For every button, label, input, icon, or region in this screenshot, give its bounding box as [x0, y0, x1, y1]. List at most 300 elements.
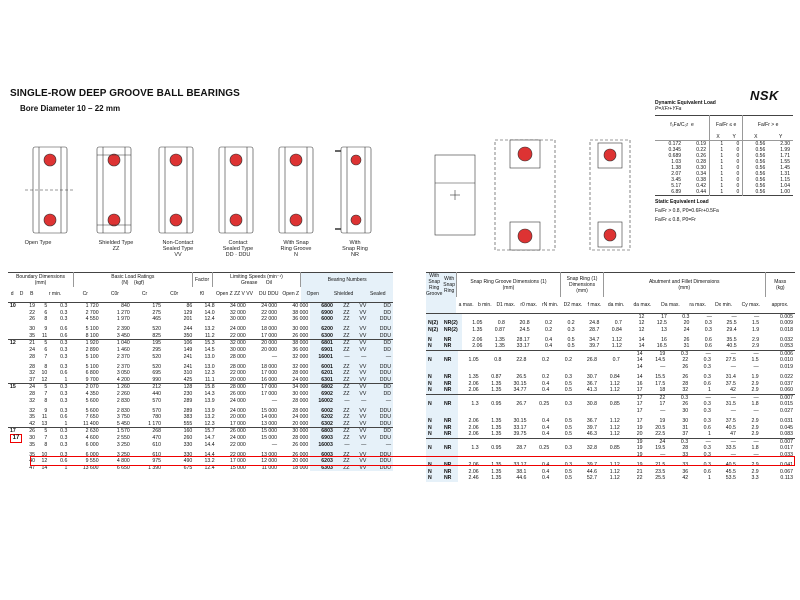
right-section-10: [426, 314, 795, 350]
right-cell: [458, 364, 481, 371]
right-cell: 30.15: [513, 418, 527, 425]
right-cell: 37.5: [725, 380, 736, 387]
with-groove-header: With Snap Ring Groove: [426, 273, 443, 297]
right-cell: NR: [442, 415, 458, 425]
table-row: [8, 435, 393, 442]
left-cell: 695: [152, 370, 162, 377]
right-cell: 2.9: [751, 462, 759, 468]
right-cell: 0.2: [564, 357, 572, 364]
right-cell: [481, 364, 504, 371]
left-cell: 40 000: [292, 303, 309, 309]
left-cell: 1 570: [116, 428, 130, 435]
left-cell: 10: [10, 303, 16, 309]
left-cell: 1: [64, 464, 68, 471]
right-cell: 42: [682, 475, 689, 482]
right-cell: 0.027: [780, 408, 793, 415]
dynamic-load-cell: 1: [720, 146, 724, 153]
table-row: [426, 343, 795, 350]
right-cell: 1.35: [491, 475, 502, 482]
dynamic-load-cell: 1.99: [780, 146, 790, 153]
left-cell: 6303: [310, 465, 335, 472]
right-cell: 0.007: [780, 394, 793, 401]
right-cell: 24.8: [589, 320, 600, 327]
right-cell: [442, 438, 458, 445]
left-cell: 383: [183, 414, 193, 421]
left-cell: 7: [44, 353, 48, 360]
right-cell: [601, 314, 624, 321]
left-cell: 86: [186, 303, 193, 309]
right-cell: 33: [682, 452, 689, 458]
dynamic-load-cell: 0: [726, 159, 743, 165]
left-cell: 17 000: [261, 370, 278, 377]
right-cell: 32.8: [586, 445, 598, 452]
left-cell: 5 600: [85, 397, 99, 404]
left-cell: 5: [44, 428, 48, 435]
right-cell: 1.35: [491, 424, 502, 431]
right-cell: 17: [636, 408, 643, 415]
left-cell: DD: [368, 310, 393, 317]
snap-ring-figures: [415, 125, 645, 255]
right-cell: 31.5: [725, 401, 736, 408]
right-cell: [462, 314, 485, 321]
left-section-12: [8, 339, 393, 383]
right-cell: 0.033: [780, 452, 793, 458]
right-cell: N: [426, 381, 442, 388]
left-cell: 14.8: [204, 303, 215, 309]
right-cell: 0.4: [544, 343, 553, 350]
table-row: [426, 401, 795, 408]
left-cell: 17: [10, 428, 16, 435]
right-cell: 2.06: [472, 343, 483, 350]
right-cell: 2.9: [751, 424, 759, 431]
left-cell: 780: [152, 414, 162, 421]
left-cell: ZZ: [335, 465, 352, 472]
right-cell: 2.06: [468, 380, 479, 387]
right-cell: 1.9: [751, 326, 760, 333]
right-cell: 26: [682, 364, 689, 371]
right-cell: N: [426, 387, 442, 394]
right-cell: [503, 452, 528, 459]
left-cell: [8, 360, 23, 370]
right-cell: 33: [682, 462, 689, 468]
left-cell: 12: [41, 458, 48, 465]
right-cell: 1.35: [494, 343, 505, 350]
dynamic-load-cell: 1.38: [671, 164, 682, 171]
left-cell: DDU: [368, 458, 393, 465]
fig-caption-snap-groove: With Snap Ring Groove N: [280, 240, 312, 258]
right-cell: 28: [682, 380, 689, 387]
left-cell: VV: [352, 458, 369, 465]
right-cell: [426, 408, 442, 415]
right-cell: [528, 408, 551, 415]
dynamic-load-cell: 1.00: [780, 188, 790, 195]
right-cell: 53.5: [725, 475, 736, 482]
right-cell: 2.06: [468, 387, 479, 394]
table-row: [426, 431, 795, 438]
right-cell: NR: [442, 387, 458, 394]
left-cell: 10: [41, 370, 48, 377]
right-cell: 0.031: [780, 418, 793, 425]
left-cell: 6 000: [85, 451, 99, 458]
right-cell: —: [753, 313, 760, 320]
table-row: [8, 370, 393, 377]
left-cell: 6302: [310, 421, 335, 428]
left-cell: —: [335, 398, 352, 405]
page-subtitle: Bore Diameter 10 – 22 mm: [20, 104, 121, 113]
dynamic-load-cell: 0.42: [684, 183, 709, 189]
left-cell: 570: [152, 407, 162, 414]
left-cell: VV: [352, 377, 369, 384]
left-cell: ZZ: [335, 360, 352, 370]
table-row: [8, 340, 393, 347]
right-cell: 0.067: [780, 468, 793, 475]
right-cell: 0.3: [703, 357, 711, 364]
right-cell: 2.9: [751, 343, 760, 350]
left-cell: 8: [44, 397, 48, 404]
right-cell: 0.2: [542, 357, 550, 364]
left-cell: 8: [44, 316, 48, 323]
left-cell: 4 800: [116, 458, 130, 465]
left-col-label: Shielded: [325, 287, 363, 303]
table-row: [8, 333, 393, 340]
left-cell: 0.3: [60, 303, 68, 309]
left-cell: [8, 316, 23, 323]
left-cell: VV: [352, 360, 369, 370]
left-cell: ZZ: [335, 391, 352, 398]
left-cell: DDU: [368, 316, 393, 323]
left-cell: 0.6: [60, 332, 68, 339]
right-cell: 0.5: [564, 387, 572, 394]
left-cell: 1: [64, 420, 68, 427]
left-cell: VV: [352, 370, 369, 377]
left-cell: 14.5: [204, 346, 215, 353]
left-cell: 840: [121, 303, 130, 309]
right-cell: 16.5: [656, 343, 667, 350]
right-cell: 17: [659, 401, 666, 408]
right-col-label: da max.: [633, 301, 652, 308]
left-cell: 0.3: [60, 346, 68, 353]
left-cell: ZZ: [335, 303, 352, 310]
left-cell: 0.3: [60, 390, 68, 397]
right-cell: NR: [442, 425, 458, 432]
right-cell: 1.3: [471, 401, 479, 408]
left-cell: 5: [44, 340, 48, 347]
table-row: [426, 425, 795, 432]
right-col-label: b min.: [477, 301, 492, 308]
right-cell: 28.7: [516, 445, 527, 452]
right-cell: 1.12: [609, 418, 620, 425]
left-cell: 555: [183, 420, 193, 427]
table-row: [426, 350, 795, 357]
left-cell: 11.2: [204, 332, 215, 339]
dynamic-load-cell: 0: [726, 189, 743, 196]
right-cell: 42: [730, 387, 736, 394]
left-cell: 2 700: [85, 309, 99, 316]
left-cell: —: [335, 354, 352, 361]
right-cell: —: [730, 408, 736, 415]
right-cell: 0.3: [703, 401, 711, 408]
left-cell: ZZ: [335, 323, 352, 333]
boundary-unit: (mm): [34, 279, 47, 286]
dynamic-load-cell: 1: [720, 182, 724, 189]
table-row: [426, 320, 795, 327]
left-cell: 32 000: [292, 363, 309, 370]
right-cell: 19: [636, 438, 643, 445]
right-cell: 2.06: [468, 468, 479, 475]
mass-unit: (kg): [775, 285, 785, 291]
left-cell: [8, 414, 23, 421]
right-cell: 0.4: [542, 475, 550, 482]
left-cell: 1 920: [85, 340, 99, 347]
right-cell: [532, 314, 555, 321]
left-cell: [8, 347, 23, 354]
left-cell: 28 000: [229, 353, 246, 360]
left-cell: 675: [183, 464, 193, 471]
dynamic-load-cell: 1.04: [780, 182, 790, 189]
left-cell: VV: [352, 347, 369, 354]
left-cell: 1: [64, 376, 68, 383]
left-col-label: C0r: [110, 291, 119, 298]
right-cell: 0.032: [780, 336, 793, 343]
static-load-rule-2: Fa/Fr ≤ 0.8, P0=Fr: [655, 216, 696, 223]
left-col-label: Cr: [82, 291, 88, 298]
dynamic-load-cell: 0: [726, 153, 743, 159]
left-cell: 7 650: [85, 414, 99, 421]
table-row: [8, 391, 393, 398]
left-cell: 260: [183, 434, 193, 441]
table-row: [8, 428, 393, 435]
right-cell: [481, 408, 504, 415]
left-cell: 106: [183, 340, 193, 347]
right-section-12: [426, 350, 795, 394]
right-cell: 0.041: [780, 462, 793, 468]
left-cell: 13.2: [204, 414, 215, 421]
right-cell: 40.5: [725, 462, 736, 468]
right-cell: 0.5: [567, 336, 575, 343]
dynamic-load-cell: 0.56: [755, 182, 766, 189]
left-cell: 12 000: [261, 458, 278, 465]
right-cell: 0.017: [780, 445, 793, 452]
right-cell: 17: [636, 394, 643, 401]
left-cell: 30 000: [292, 428, 309, 435]
right-cell: 1.9: [751, 374, 759, 381]
right-cell: 0.3: [703, 452, 711, 458]
left-cell: 128: [183, 384, 193, 391]
right-cell: [551, 364, 574, 371]
ring-header: Snap Ring (1) Dimensions: [566, 276, 598, 288]
left-cell: 28 000: [229, 363, 246, 370]
left-cell: 9: [44, 326, 48, 333]
right-cell: —: [753, 350, 759, 357]
left-cell: —: [368, 398, 393, 405]
left-cell: 520: [152, 363, 162, 370]
speeds-header: Limiting Speeds (min⁻¹): [230, 273, 283, 280]
left-cell: [8, 465, 23, 472]
table-row: [8, 404, 393, 414]
dynamic-load-cell: 1.55: [780, 158, 790, 165]
left-cell: 195: [152, 340, 162, 347]
right-cell: 40.5: [726, 343, 737, 350]
right-cell: 0.060: [780, 387, 793, 394]
right-cell: 14: [638, 343, 645, 350]
right-cell: 0.015: [780, 401, 793, 408]
right-cell: 14: [636, 350, 643, 357]
left-cell: 175: [152, 303, 162, 309]
right-cell: NR: [442, 459, 458, 469]
right-cell: 1.12: [611, 343, 622, 350]
left-cell: 6201: [310, 370, 335, 377]
right-cell: 26.7: [516, 401, 527, 408]
left-cell: VV: [352, 428, 369, 435]
right-cell: [481, 350, 504, 357]
left-cell: 20 000: [292, 458, 309, 465]
right-cell: 0.2: [567, 320, 575, 327]
right-cell: [426, 314, 442, 321]
right-cell: —: [730, 452, 736, 458]
right-cell: 0.5: [564, 424, 572, 431]
left-cell: 24 000: [229, 407, 246, 414]
left-cell: 30 000: [229, 316, 246, 323]
right-cell: 33.5: [725, 445, 736, 452]
left-cell: 28 000: [292, 397, 309, 404]
left-cell: 1 040: [116, 340, 130, 347]
right-cell: 0.87: [491, 374, 502, 381]
right-cell: 17.5: [655, 380, 666, 387]
right-cell: 1.12: [609, 462, 620, 468]
right-col-label-blank: [426, 297, 442, 313]
right-cell: [577, 314, 602, 321]
left-cell: 9 550: [85, 458, 99, 465]
left-cell: 19: [29, 303, 35, 309]
right-cell: [574, 438, 599, 445]
left-section-17: [8, 427, 393, 471]
left-cell: VV: [352, 340, 369, 347]
left-cell: 17 000: [261, 390, 278, 397]
dynamic-load-cell: 0.689: [668, 152, 682, 159]
right-cell: 0.3: [564, 462, 572, 468]
left-cell: 0.3: [60, 316, 68, 323]
left-cell: 32 000: [292, 353, 309, 360]
left-cell: —: [352, 442, 369, 449]
right-cell: 0.006: [780, 350, 793, 357]
left-cell: 3 250: [116, 451, 130, 458]
left-cell: DDU: [368, 448, 393, 458]
right-cell: 16: [661, 336, 667, 343]
left-cell: 1 270: [116, 309, 130, 316]
right-cell: 2.9: [751, 336, 760, 343]
left-cell: 11: [41, 332, 48, 339]
left-cell: 14.7: [204, 434, 215, 441]
left-cell: 8: [44, 363, 48, 370]
left-cell: ZZ: [335, 435, 352, 442]
left-col-label: DU DDU: [259, 291, 279, 298]
dynamic-load-cell: 2.07: [671, 170, 682, 177]
left-cell: 0.6: [60, 414, 68, 421]
left-section-15: [8, 383, 393, 427]
right-col-label: Cy max.: [741, 301, 760, 308]
left-cell: 14.3: [204, 390, 215, 397]
table-row: [8, 354, 393, 361]
right-cell: 12: [638, 320, 645, 327]
right-cell: 39.7: [586, 424, 598, 431]
right-cell: 2.9: [751, 387, 759, 394]
right-cell: [426, 438, 442, 445]
left-cell: 0.3: [60, 428, 68, 435]
left-cell: 6903: [310, 435, 335, 442]
left-cell: 5 100: [85, 326, 99, 333]
left-cell: 0.6: [60, 458, 68, 465]
left-cell: 35: [29, 441, 35, 448]
left-cell: DD: [368, 391, 393, 398]
left-cell: 149: [183, 346, 193, 353]
left-cell: 212: [152, 384, 162, 391]
right-cell: 17: [661, 313, 667, 320]
right-cell: N: [426, 415, 442, 425]
left-cell: 34 000: [229, 303, 246, 309]
left-cell: 5 450: [116, 420, 130, 427]
right-cell: 0.4: [542, 468, 550, 475]
left-cell: 610: [152, 451, 162, 458]
left-col-label: Open: [301, 287, 325, 303]
right-cell: 29.4: [726, 326, 737, 333]
right-cell: 0.009: [780, 320, 793, 327]
abutment-unit: (mm): [678, 285, 691, 291]
dynamic-load-cell: 1.45: [780, 164, 790, 171]
right-cell: 21: [636, 468, 643, 475]
right-cell: 13: [661, 326, 667, 333]
right-cell: 33.17: [516, 343, 530, 350]
left-cell: 11 000: [261, 464, 278, 471]
right-cell: 0.85: [609, 445, 620, 452]
right-cell: 0.3: [564, 401, 572, 408]
left-cell: ZZ: [335, 404, 352, 414]
left-cell: 12.4: [204, 464, 215, 471]
left-cell: 2 070: [85, 384, 99, 391]
left-cell: 22 000: [229, 451, 246, 458]
left-cell: 6000: [310, 316, 335, 323]
left-cell: 4 550: [85, 316, 99, 323]
left-cell: 13: [41, 420, 48, 427]
right-cell: 2.9: [751, 431, 759, 438]
right-cell: —: [730, 364, 736, 371]
left-col-label: D: [19, 291, 24, 298]
right-cell: [442, 452, 458, 459]
right-cell: 36.7: [586, 380, 598, 387]
left-cell: 32: [29, 370, 35, 377]
left-cell: VV: [352, 323, 369, 333]
right-col-label: Da max.: [661, 301, 680, 308]
right-cell: [528, 364, 551, 371]
dynamic-load-cell: 0.26: [684, 153, 709, 159]
left-cell: —: [352, 354, 369, 361]
right-cell: 0.5: [564, 418, 572, 425]
right-cell: 0.3: [703, 462, 711, 468]
table-row: [8, 347, 393, 354]
left-cell: 32: [29, 407, 35, 414]
right-cell: 0.6: [704, 343, 712, 350]
right-cell: 2.06: [472, 336, 483, 343]
right-cell: 0.3: [704, 326, 712, 333]
left-cell: 0.3: [60, 407, 68, 414]
right-cell: 19: [659, 350, 666, 357]
right-cell: 47: [730, 431, 736, 438]
left-cell: 5 600: [85, 407, 99, 414]
right-cell: NR: [442, 431, 458, 438]
right-cell: 46.3: [586, 431, 598, 438]
right-cell: 39.75: [513, 431, 527, 438]
table-row: [426, 333, 795, 343]
left-cell: ZZ: [335, 421, 352, 428]
